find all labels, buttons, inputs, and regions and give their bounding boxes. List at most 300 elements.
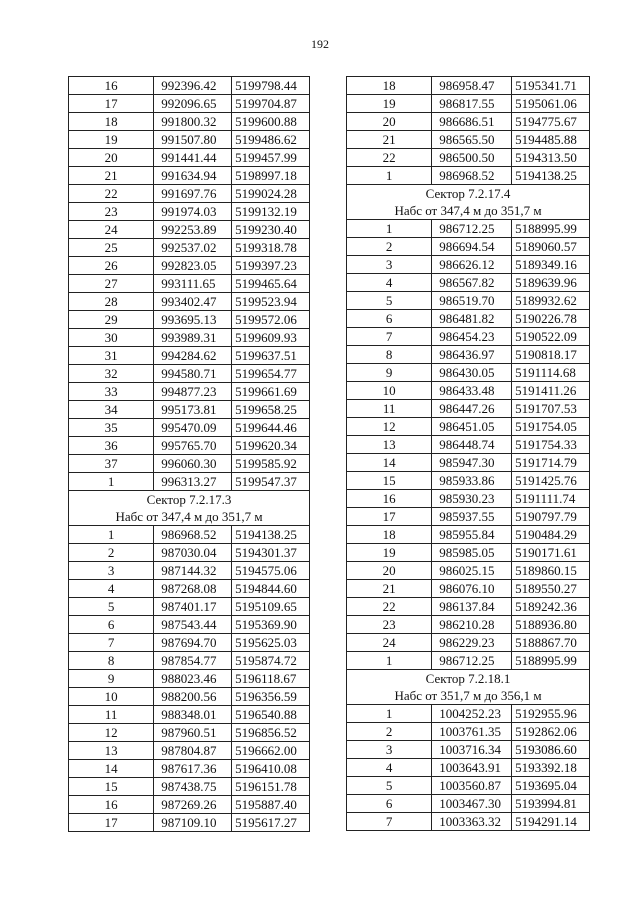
- y-coordinate-cell: 5199798.44: [232, 77, 310, 95]
- point-number-cell: 6: [347, 795, 432, 813]
- point-number-cell: 14: [69, 760, 154, 778]
- x-coordinate-cell: 986210.28: [432, 616, 512, 634]
- y-coordinate-cell: 5199318.78: [232, 239, 310, 257]
- y-coordinate-cell: 5196356.59: [232, 688, 310, 706]
- x-coordinate-cell: 987144.32: [154, 562, 232, 580]
- x-coordinate-cell: 986436.97: [432, 346, 512, 364]
- point-number-cell: 1: [69, 473, 154, 491]
- y-coordinate-cell: 5194844.60: [232, 580, 310, 598]
- sector-elevation-range: Набс от 347,4 м до 351,7 м: [69, 508, 310, 526]
- point-number-cell: 12: [347, 418, 432, 436]
- point-number-cell: 4: [69, 580, 154, 598]
- point-number-cell: 11: [347, 400, 432, 418]
- x-coordinate-cell: 985985.05: [432, 544, 512, 562]
- table-row: [347, 526, 590, 544]
- point-number-cell: 11: [69, 706, 154, 724]
- sector-elevation-range: Набс от 347,4 м до 351,7 м: [347, 202, 590, 220]
- x-coordinate-cell: 986565.50: [432, 131, 512, 149]
- x-coordinate-cell: 985937.55: [432, 508, 512, 526]
- x-coordinate-cell: 986519.70: [432, 292, 512, 310]
- point-number-cell: 36: [69, 437, 154, 455]
- point-number-cell: 4: [347, 759, 432, 777]
- table-row: [347, 705, 590, 723]
- table-row: [69, 814, 310, 832]
- table-row: [69, 526, 310, 544]
- sector-title: Сектор 7.2.17.3: [69, 491, 310, 509]
- table-row: [69, 365, 310, 383]
- y-coordinate-cell: 5193086.60: [512, 741, 590, 759]
- table-row: [69, 221, 310, 239]
- x-coordinate-cell: 1004252.23: [432, 705, 512, 723]
- point-number-cell: 12: [69, 724, 154, 742]
- x-coordinate-cell: 995765.70: [154, 437, 232, 455]
- table-row: [347, 813, 590, 831]
- point-number-cell: 17: [69, 814, 154, 832]
- point-number-cell: 18: [347, 77, 432, 95]
- y-coordinate-cell: 5199600.88: [232, 113, 310, 131]
- x-coordinate-cell: 996060.30: [154, 455, 232, 473]
- y-coordinate-cell: 5199547.37: [232, 473, 310, 491]
- point-number-cell: 16: [347, 490, 432, 508]
- x-coordinate-cell: 1003560.87: [432, 777, 512, 795]
- y-coordinate-cell: 5194138.25: [512, 167, 590, 185]
- table-row: [69, 239, 310, 257]
- point-number-cell: 7: [69, 634, 154, 652]
- table-row: [69, 311, 310, 329]
- y-coordinate-cell: 5189932.62: [512, 292, 590, 310]
- table-row: [69, 778, 310, 796]
- sector-elevation-row: [347, 687, 590, 705]
- table-row: [347, 472, 590, 490]
- point-number-cell: 2: [347, 238, 432, 256]
- y-coordinate-cell: 5195369.90: [232, 616, 310, 634]
- sector-elevation-range: Набс от 351,7 м до 356,1 м: [347, 687, 590, 705]
- table-row: [69, 706, 310, 724]
- y-coordinate-cell: 5199523.94: [232, 293, 310, 311]
- x-coordinate-cell: 986968.52: [432, 167, 512, 185]
- point-number-cell: 16: [69, 796, 154, 814]
- table-row: [347, 616, 590, 634]
- sector-title: Сектор 7.2.18.1: [347, 670, 590, 688]
- y-coordinate-cell: 5191714.79: [512, 454, 590, 472]
- x-coordinate-cell: 993695.13: [154, 311, 232, 329]
- y-coordinate-cell: 5188995.99: [512, 652, 590, 670]
- point-number-cell: 2: [347, 723, 432, 741]
- y-coordinate-cell: 5194301.37: [232, 544, 310, 562]
- x-coordinate-cell: 986817.55: [432, 95, 512, 113]
- table-row: [69, 544, 310, 562]
- table-row: [347, 131, 590, 149]
- table-row: [347, 562, 590, 580]
- y-coordinate-cell: 5196410.08: [232, 760, 310, 778]
- y-coordinate-cell: 5195625.03: [232, 634, 310, 652]
- y-coordinate-cell: 5192862.06: [512, 723, 590, 741]
- table-row: [347, 652, 590, 670]
- point-number-cell: 25: [69, 239, 154, 257]
- table-row: [69, 634, 310, 652]
- x-coordinate-cell: 986454.23: [432, 328, 512, 346]
- x-coordinate-cell: 987030.04: [154, 544, 232, 562]
- table-row: [347, 454, 590, 472]
- x-coordinate-cell: 986451.05: [432, 418, 512, 436]
- y-coordinate-cell: 5189860.15: [512, 562, 590, 580]
- point-number-cell: 5: [347, 292, 432, 310]
- table-row: [69, 113, 310, 131]
- x-coordinate-cell: 985933.86: [432, 472, 512, 490]
- x-coordinate-cell: 1003761.35: [432, 723, 512, 741]
- sector-elevation-row: [69, 508, 310, 526]
- y-coordinate-cell: 5199637.51: [232, 347, 310, 365]
- x-coordinate-cell: 986430.05: [432, 364, 512, 382]
- y-coordinate-cell: 5191111.74: [512, 490, 590, 508]
- x-coordinate-cell: 1003716.34: [432, 741, 512, 759]
- table-row: [347, 238, 590, 256]
- x-coordinate-cell: 993402.47: [154, 293, 232, 311]
- table-row: [69, 742, 310, 760]
- x-coordinate-cell: 992396.42: [154, 77, 232, 95]
- x-coordinate-cell: 991507.80: [154, 131, 232, 149]
- y-coordinate-cell: 5189242.36: [512, 598, 590, 616]
- point-number-cell: 21: [347, 131, 432, 149]
- x-coordinate-cell: 986958.47: [432, 77, 512, 95]
- x-coordinate-cell: 991697.76: [154, 185, 232, 203]
- y-coordinate-cell: 5191754.33: [512, 436, 590, 454]
- table-row: [347, 274, 590, 292]
- point-number-cell: 23: [347, 616, 432, 634]
- point-number-cell: 2: [69, 544, 154, 562]
- y-coordinate-cell: 5195617.27: [232, 814, 310, 832]
- table-row: [69, 437, 310, 455]
- x-coordinate-cell: 987694.70: [154, 634, 232, 652]
- y-coordinate-cell: 5199024.28: [232, 185, 310, 203]
- y-coordinate-cell: 5196151.78: [232, 778, 310, 796]
- table-row: [69, 149, 310, 167]
- x-coordinate-cell: 991974.03: [154, 203, 232, 221]
- table-row: [347, 759, 590, 777]
- sector-title: Сектор 7.2.17.4: [347, 185, 590, 203]
- point-number-cell: 22: [69, 185, 154, 203]
- point-number-cell: 19: [347, 544, 432, 562]
- table-row: [347, 634, 590, 652]
- x-coordinate-cell: 986626.12: [432, 256, 512, 274]
- point-number-cell: 6: [347, 310, 432, 328]
- table-row: [347, 256, 590, 274]
- table-body-right: [347, 77, 590, 831]
- point-number-cell: 5: [347, 777, 432, 795]
- x-coordinate-cell: 987617.36: [154, 760, 232, 778]
- y-coordinate-cell: 5194575.06: [232, 562, 310, 580]
- table-row: [69, 401, 310, 419]
- point-number-cell: 22: [347, 149, 432, 167]
- y-coordinate-cell: 5188867.70: [512, 634, 590, 652]
- table-row: [69, 455, 310, 473]
- table-row: [347, 741, 590, 759]
- y-coordinate-cell: 5195109.65: [232, 598, 310, 616]
- point-number-cell: 9: [69, 670, 154, 688]
- y-coordinate-cell: 5196856.52: [232, 724, 310, 742]
- table-row: [347, 113, 590, 131]
- coordinates-table-right: [346, 76, 590, 831]
- table-row: [347, 400, 590, 418]
- y-coordinate-cell: 5199644.46: [232, 419, 310, 437]
- x-coordinate-cell: 995173.81: [154, 401, 232, 419]
- point-number-cell: 33: [69, 383, 154, 401]
- table-row: [69, 688, 310, 706]
- point-number-cell: 26: [69, 257, 154, 275]
- table-row: [347, 328, 590, 346]
- point-number-cell: 31: [69, 347, 154, 365]
- y-coordinate-cell: 5192955.96: [512, 705, 590, 723]
- y-coordinate-cell: 5195341.71: [512, 77, 590, 95]
- point-number-cell: 20: [347, 562, 432, 580]
- table-row: [347, 149, 590, 167]
- x-coordinate-cell: 994580.71: [154, 365, 232, 383]
- table-row: [69, 419, 310, 437]
- point-number-cell: 1: [347, 167, 432, 185]
- point-number-cell: 24: [69, 221, 154, 239]
- y-coordinate-cell: 5190484.29: [512, 526, 590, 544]
- y-coordinate-cell: 5189349.16: [512, 256, 590, 274]
- point-number-cell: 30: [69, 329, 154, 347]
- x-coordinate-cell: 986694.54: [432, 238, 512, 256]
- x-coordinate-cell: 987269.26: [154, 796, 232, 814]
- y-coordinate-cell: 5199230.40: [232, 221, 310, 239]
- y-coordinate-cell: 5188936.80: [512, 616, 590, 634]
- y-coordinate-cell: 5199572.06: [232, 311, 310, 329]
- y-coordinate-cell: 5191411.26: [512, 382, 590, 400]
- point-number-cell: 21: [347, 580, 432, 598]
- point-number-cell: 3: [347, 256, 432, 274]
- y-coordinate-cell: 5199132.19: [232, 203, 310, 221]
- y-coordinate-cell: 5196540.88: [232, 706, 310, 724]
- table-row: [69, 329, 310, 347]
- x-coordinate-cell: 986025.15: [432, 562, 512, 580]
- x-coordinate-cell: 986137.84: [432, 598, 512, 616]
- x-coordinate-cell: 992096.65: [154, 95, 232, 113]
- table-row: [347, 795, 590, 813]
- sector-title-row: [347, 670, 590, 688]
- point-number-cell: 9: [347, 364, 432, 382]
- x-coordinate-cell: 986712.25: [432, 652, 512, 670]
- table-row: [347, 364, 590, 382]
- x-coordinate-cell: 986447.26: [432, 400, 512, 418]
- point-number-cell: 32: [69, 365, 154, 383]
- y-coordinate-cell: 5190818.17: [512, 346, 590, 364]
- y-coordinate-cell: 5199457.99: [232, 149, 310, 167]
- point-number-cell: 28: [69, 293, 154, 311]
- y-coordinate-cell: 5194485.88: [512, 131, 590, 149]
- table-row: [69, 275, 310, 293]
- x-coordinate-cell: 992823.05: [154, 257, 232, 275]
- table-row: [69, 77, 310, 95]
- point-number-cell: 19: [347, 95, 432, 113]
- point-number-cell: 7: [347, 813, 432, 831]
- table-row: [347, 580, 590, 598]
- x-coordinate-cell: 985947.30: [432, 454, 512, 472]
- y-coordinate-cell: 5189060.57: [512, 238, 590, 256]
- x-coordinate-cell: 987109.10: [154, 814, 232, 832]
- y-coordinate-cell: 5199585.92: [232, 455, 310, 473]
- point-number-cell: 1: [347, 652, 432, 670]
- table-row: [69, 185, 310, 203]
- y-coordinate-cell: 5191114.68: [512, 364, 590, 382]
- point-number-cell: 15: [69, 778, 154, 796]
- x-coordinate-cell: 993989.31: [154, 329, 232, 347]
- point-number-cell: 34: [69, 401, 154, 419]
- y-coordinate-cell: 5191425.76: [512, 472, 590, 490]
- y-coordinate-cell: 5194313.50: [512, 149, 590, 167]
- point-number-cell: 10: [347, 382, 432, 400]
- table-row: [347, 95, 590, 113]
- y-coordinate-cell: 5199654.77: [232, 365, 310, 383]
- table-row: [69, 347, 310, 365]
- y-coordinate-cell: 5195061.06: [512, 95, 590, 113]
- x-coordinate-cell: 991800.32: [154, 113, 232, 131]
- table-row: [69, 724, 310, 742]
- table-row: [69, 616, 310, 634]
- point-number-cell: 4: [347, 274, 432, 292]
- table-row: [69, 257, 310, 275]
- y-coordinate-cell: 5189639.96: [512, 274, 590, 292]
- point-number-cell: 18: [347, 526, 432, 544]
- table-row: [69, 473, 310, 491]
- point-number-cell: 29: [69, 311, 154, 329]
- table-row: [347, 167, 590, 185]
- table-row: [347, 382, 590, 400]
- point-number-cell: 14: [347, 454, 432, 472]
- y-coordinate-cell: 5199397.23: [232, 257, 310, 275]
- y-coordinate-cell: 5188995.99: [512, 220, 590, 238]
- x-coordinate-cell: 986481.82: [432, 310, 512, 328]
- table-row: [347, 418, 590, 436]
- x-coordinate-cell: 987401.17: [154, 598, 232, 616]
- table-row: [347, 77, 590, 95]
- table-row: [347, 490, 590, 508]
- x-coordinate-cell: 994284.62: [154, 347, 232, 365]
- x-coordinate-cell: 987960.51: [154, 724, 232, 742]
- x-coordinate-cell: 986968.52: [154, 526, 232, 544]
- x-coordinate-cell: 996313.27: [154, 473, 232, 491]
- table-row: [69, 95, 310, 113]
- table-row: [69, 131, 310, 149]
- point-number-cell: 5: [69, 598, 154, 616]
- y-coordinate-cell: 5199609.93: [232, 329, 310, 347]
- x-coordinate-cell: 994877.23: [154, 383, 232, 401]
- point-number-cell: 8: [347, 346, 432, 364]
- x-coordinate-cell: 1003643.91: [432, 759, 512, 777]
- y-coordinate-cell: 5189550.27: [512, 580, 590, 598]
- table-row: [347, 310, 590, 328]
- x-coordinate-cell: 986229.23: [432, 634, 512, 652]
- point-number-cell: 22: [347, 598, 432, 616]
- point-number-cell: 1: [347, 705, 432, 723]
- table-row: [347, 598, 590, 616]
- table-row: [69, 203, 310, 221]
- y-coordinate-cell: 5196662.00: [232, 742, 310, 760]
- table-row: [69, 796, 310, 814]
- y-coordinate-cell: 5191754.05: [512, 418, 590, 436]
- point-number-cell: 1: [347, 220, 432, 238]
- x-coordinate-cell: 991634.94: [154, 167, 232, 185]
- x-coordinate-cell: 993111.65: [154, 275, 232, 293]
- x-coordinate-cell: 1003363.32: [432, 813, 512, 831]
- point-number-cell: 20: [347, 113, 432, 131]
- point-number-cell: 7: [347, 328, 432, 346]
- sector-title-row: [347, 185, 590, 203]
- sector-elevation-row: [347, 202, 590, 220]
- table-row: [347, 723, 590, 741]
- point-number-cell: 19: [69, 131, 154, 149]
- table-row: [69, 562, 310, 580]
- table-row: [347, 346, 590, 364]
- point-number-cell: 3: [69, 562, 154, 580]
- point-number-cell: 20: [69, 149, 154, 167]
- x-coordinate-cell: 985930.23: [432, 490, 512, 508]
- table-row: [69, 383, 310, 401]
- point-number-cell: 17: [69, 95, 154, 113]
- y-coordinate-cell: 5190797.79: [512, 508, 590, 526]
- point-number-cell: 15: [347, 472, 432, 490]
- x-coordinate-cell: 986076.10: [432, 580, 512, 598]
- table-row: [69, 598, 310, 616]
- x-coordinate-cell: 992537.02: [154, 239, 232, 257]
- point-number-cell: 37: [69, 455, 154, 473]
- point-number-cell: 35: [69, 419, 154, 437]
- x-coordinate-cell: 986448.74: [432, 436, 512, 454]
- sector-title-row: [69, 491, 310, 509]
- x-coordinate-cell: 992253.89: [154, 221, 232, 239]
- y-coordinate-cell: 5198997.18: [232, 167, 310, 185]
- y-coordinate-cell: 5190226.78: [512, 310, 590, 328]
- x-coordinate-cell: 986433.48: [432, 382, 512, 400]
- table-row: [69, 293, 310, 311]
- table-body-left: [69, 77, 310, 832]
- y-coordinate-cell: 5193695.04: [512, 777, 590, 795]
- y-coordinate-cell: 5195887.40: [232, 796, 310, 814]
- y-coordinate-cell: 5196118.67: [232, 670, 310, 688]
- table-row: [347, 292, 590, 310]
- y-coordinate-cell: 5194138.25: [232, 526, 310, 544]
- point-number-cell: 21: [69, 167, 154, 185]
- x-coordinate-cell: 986500.50: [432, 149, 512, 167]
- point-number-cell: 10: [69, 688, 154, 706]
- y-coordinate-cell: 5199704.87: [232, 95, 310, 113]
- point-number-cell: 23: [69, 203, 154, 221]
- y-coordinate-cell: 5199658.25: [232, 401, 310, 419]
- x-coordinate-cell: 988200.56: [154, 688, 232, 706]
- y-coordinate-cell: 5191707.53: [512, 400, 590, 418]
- point-number-cell: 27: [69, 275, 154, 293]
- y-coordinate-cell: 5190522.09: [512, 328, 590, 346]
- x-coordinate-cell: 986567.82: [432, 274, 512, 292]
- point-number-cell: 13: [347, 436, 432, 454]
- y-coordinate-cell: 5195874.72: [232, 652, 310, 670]
- x-coordinate-cell: 986686.51: [432, 113, 512, 131]
- x-coordinate-cell: 987543.44: [154, 616, 232, 634]
- x-coordinate-cell: 985955.84: [432, 526, 512, 544]
- y-coordinate-cell: 5199486.62: [232, 131, 310, 149]
- table-row: [347, 777, 590, 795]
- table-row: [347, 220, 590, 238]
- table-row: [69, 670, 310, 688]
- table-row: [69, 580, 310, 598]
- x-coordinate-cell: 987804.87: [154, 742, 232, 760]
- y-coordinate-cell: 5190171.61: [512, 544, 590, 562]
- table-row: [347, 436, 590, 454]
- point-number-cell: 8: [69, 652, 154, 670]
- y-coordinate-cell: 5199620.34: [232, 437, 310, 455]
- x-coordinate-cell: 987268.08: [154, 580, 232, 598]
